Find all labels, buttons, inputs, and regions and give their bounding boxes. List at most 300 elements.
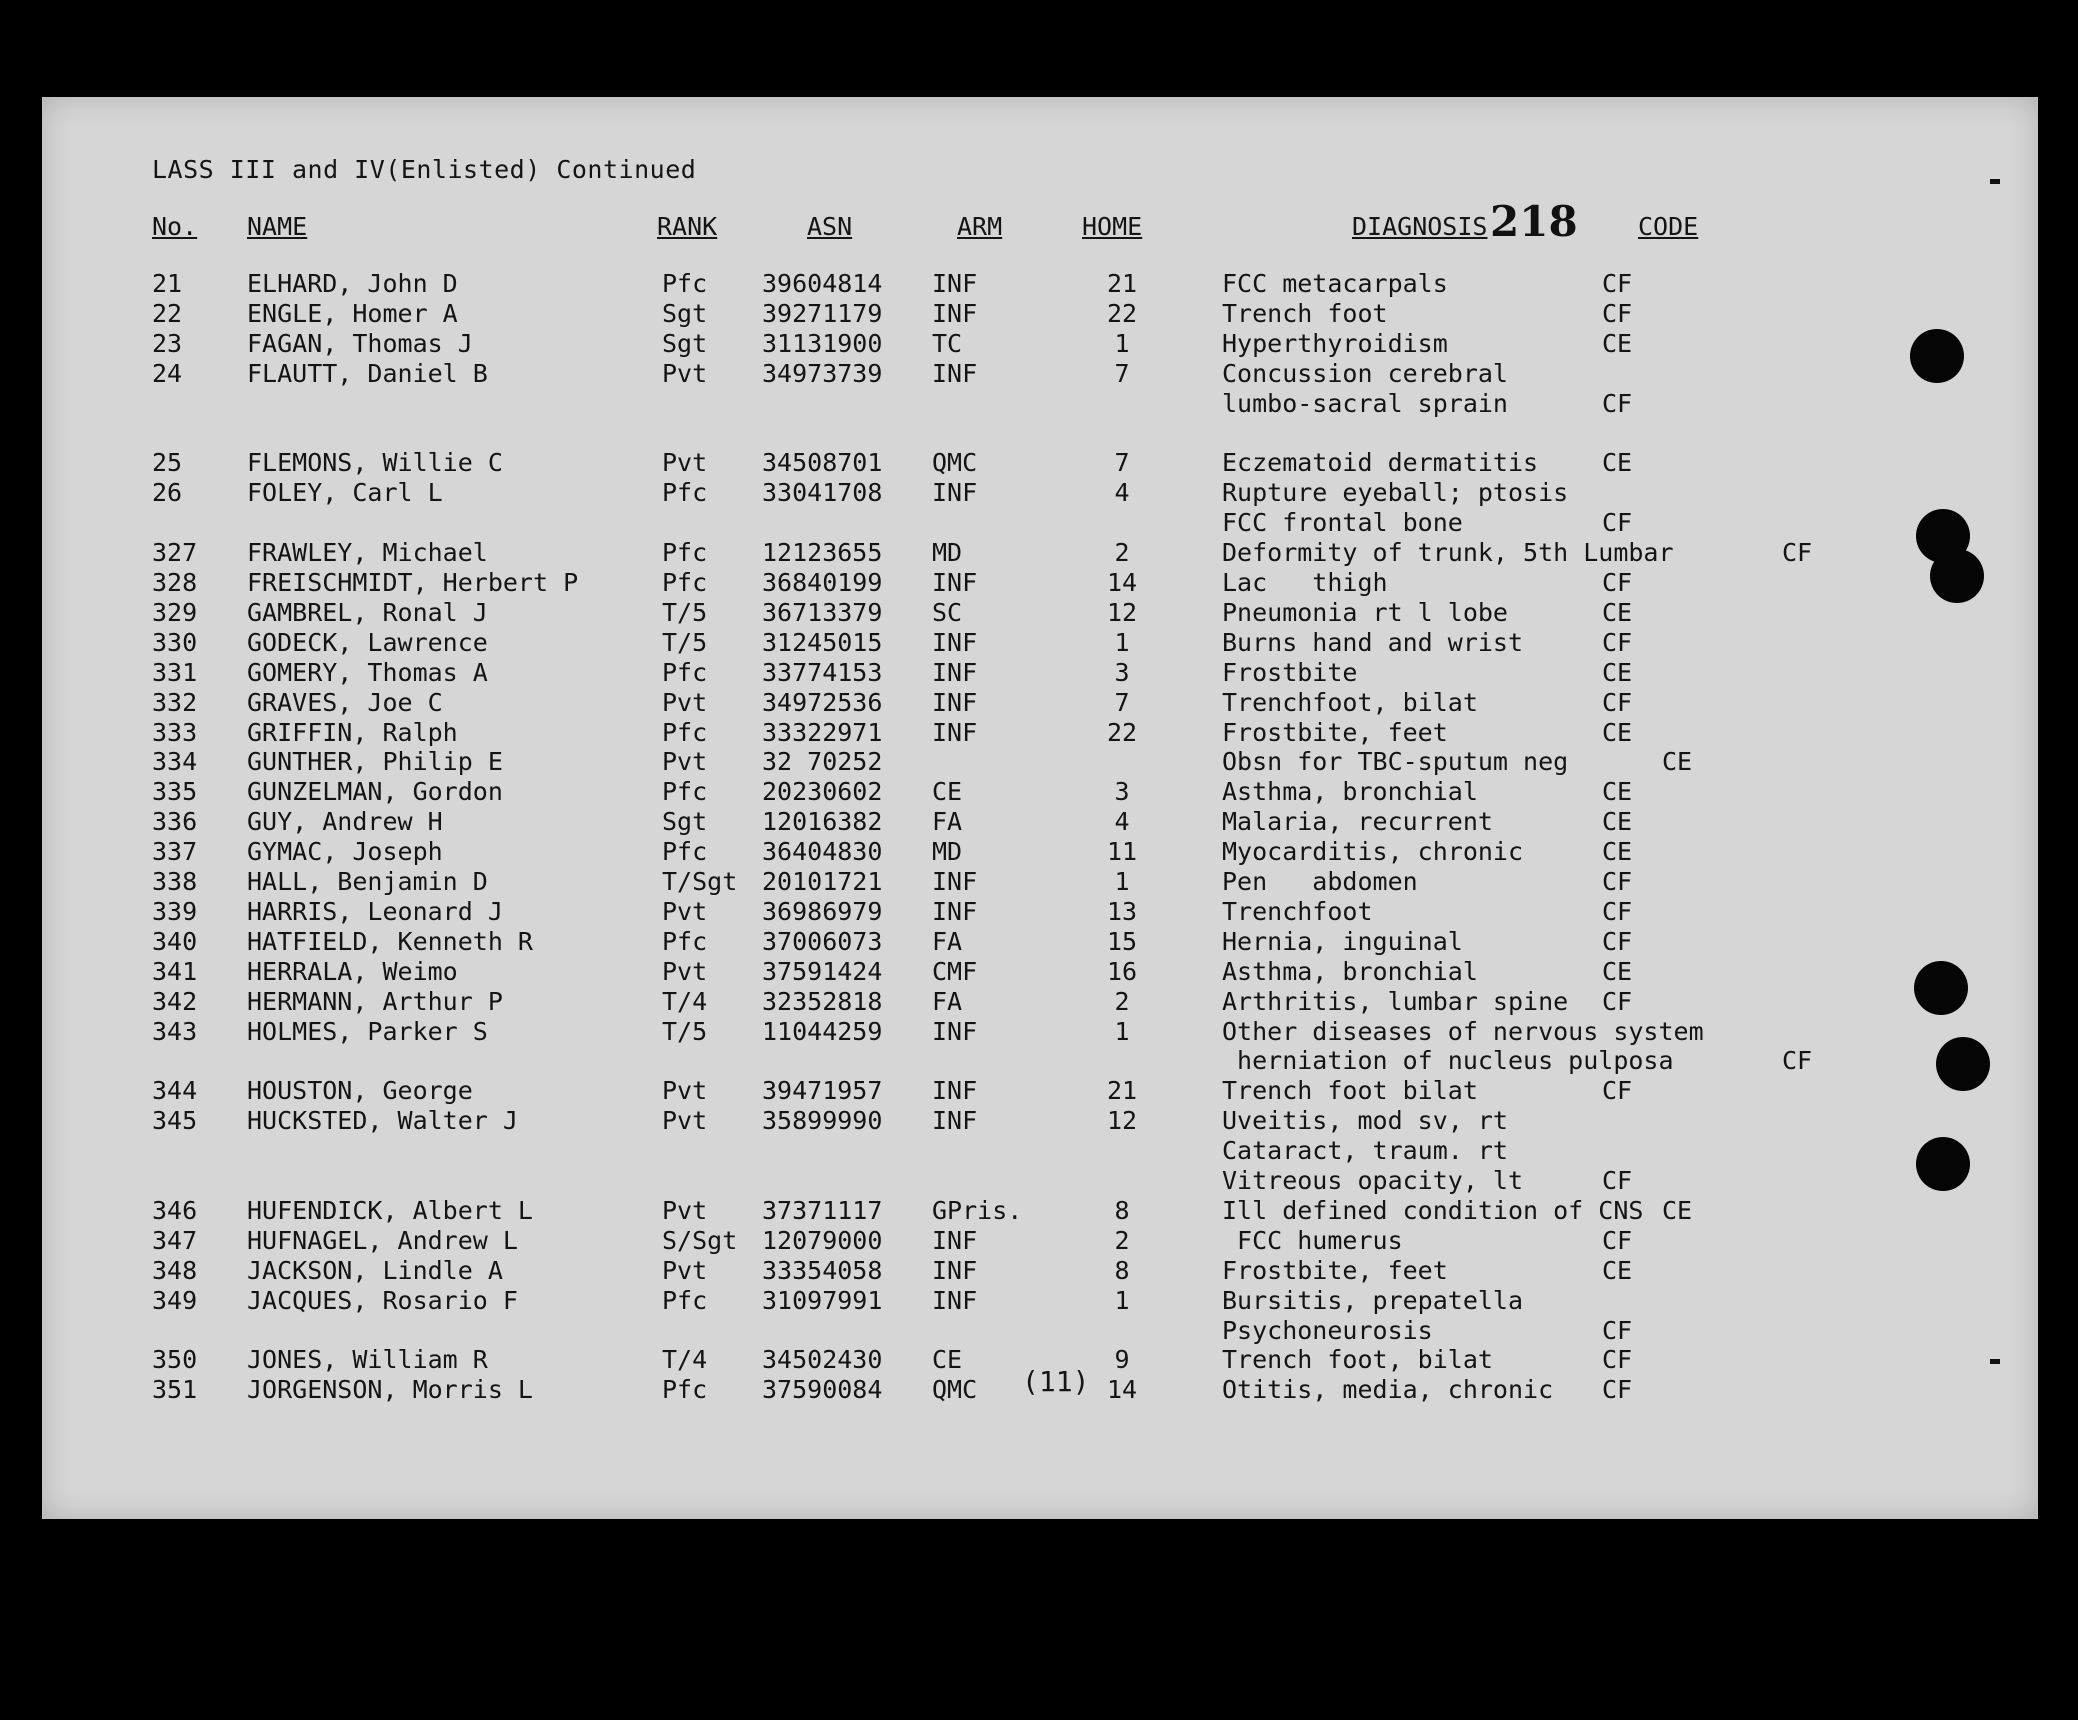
disposition-code-cell: CF bbox=[1602, 926, 1633, 956]
row-number-cell: 349 bbox=[152, 1285, 198, 1315]
home-code-cell: 1 bbox=[1114, 328, 1130, 358]
diagnosis-cell: Cataract, traum. rt bbox=[1222, 1136, 1508, 1166]
disposition-code-cell: CF bbox=[1602, 298, 1633, 328]
disposition-code-cell: CE bbox=[1602, 717, 1633, 747]
diagnosis-cell: Rupture eyeball; ptosis bbox=[1222, 478, 1569, 508]
disposition-code-cell: CF bbox=[1602, 1315, 1633, 1345]
diagnosis-cell: Otitis, media, chronic bbox=[1222, 1375, 1554, 1405]
soldier-name-cell: HOUSTON, George bbox=[247, 1076, 473, 1106]
disposition-code-cell: CF bbox=[1782, 1046, 1813, 1076]
soldier-name-cell: FREISCHMIDT, Herbert P bbox=[247, 568, 579, 597]
serial-number-cell: 37006073 bbox=[762, 926, 883, 956]
table-row bbox=[42, 299, 2038, 329]
diagnosis-cell: Ill defined condition of CNS bbox=[1222, 1195, 1644, 1225]
soldier-name-cell: HALL, Benjamin D bbox=[247, 867, 488, 896]
row-number-cell: 351 bbox=[152, 1375, 198, 1405]
home-code-cell: 3 bbox=[1114, 657, 1130, 687]
arm-of-service-cell: FA bbox=[932, 986, 963, 1016]
disposition-code-cell: CE bbox=[1662, 1195, 1693, 1225]
binder-hole bbox=[1936, 1037, 1990, 1091]
disposition-code-cell: CF bbox=[1602, 1166, 1633, 1195]
home-code-cell: 12 bbox=[1106, 1106, 1138, 1136]
table-row bbox=[42, 448, 2038, 478]
arm-of-service-cell: INF bbox=[932, 896, 978, 926]
serial-number-cell: 39471957 bbox=[762, 1076, 883, 1106]
disposition-code-cell: CF bbox=[1602, 687, 1633, 717]
row-number-cell: 334 bbox=[152, 747, 198, 777]
serial-number-cell: 34502430 bbox=[762, 1345, 883, 1375]
disposition-code-cell: CF bbox=[1602, 627, 1633, 657]
row-number-cell: 345 bbox=[152, 1106, 198, 1136]
rank-cell: Pfc bbox=[662, 777, 708, 807]
diagnosis-cell: Frostbite, feet bbox=[1222, 717, 1448, 747]
diagnosis-cell: Bursitis, prepatella bbox=[1222, 1285, 1524, 1315]
diagnosis-cell: Asthma, bronchial bbox=[1222, 956, 1478, 986]
soldier-name-cell: GRAVES, Joe C bbox=[247, 687, 443, 717]
row-number-cell: 343 bbox=[152, 1016, 198, 1046]
rank-cell: Pfc bbox=[662, 1375, 708, 1405]
home-code-cell: 1 bbox=[1114, 867, 1130, 896]
soldier-name-cell: HATFIELD, Kenneth R bbox=[247, 926, 533, 956]
disposition-code-cell: CF bbox=[1602, 269, 1633, 298]
table-row bbox=[42, 1286, 2038, 1316]
row-number-cell: 339 bbox=[152, 896, 198, 926]
arm-of-service-cell: CE bbox=[932, 1345, 963, 1375]
row-number-cell: 330 bbox=[152, 627, 198, 657]
rank-cell: Pfc bbox=[662, 538, 708, 568]
disposition-code-cell: CF bbox=[1602, 388, 1633, 418]
home-code-cell: 21 bbox=[1106, 269, 1138, 298]
arm-of-service-cell: INF bbox=[932, 1255, 978, 1285]
rank-cell: Pfc bbox=[662, 568, 708, 597]
serial-number-cell: 12079000 bbox=[762, 1225, 883, 1255]
arm-of-service-cell: QMC bbox=[932, 1375, 978, 1405]
soldier-name-cell: GAMBREL, Ronal J bbox=[247, 597, 488, 627]
arm-of-service-cell: TC bbox=[932, 328, 963, 358]
home-code-cell: 15 bbox=[1106, 926, 1138, 956]
home-code-cell: 8 bbox=[1114, 1255, 1130, 1285]
serial-number-cell: 12123655 bbox=[762, 538, 883, 568]
col-header-rank: RANK bbox=[657, 212, 718, 241]
serial-number-cell: 36840199 bbox=[762, 568, 883, 597]
diagnosis-cell: Myocarditis, chronic bbox=[1222, 837, 1524, 867]
soldier-name-cell: GYMAC, Joseph bbox=[247, 837, 443, 867]
home-code-cell: 14 bbox=[1106, 568, 1138, 597]
arm-of-service-cell: FA bbox=[932, 926, 963, 956]
home-code-cell: 1 bbox=[1114, 1016, 1130, 1046]
row-number-cell: 342 bbox=[152, 986, 198, 1016]
rank-cell: T/4 bbox=[662, 986, 708, 1016]
serial-number-cell: 39271179 bbox=[762, 298, 883, 328]
rank-cell: Pvt bbox=[662, 747, 708, 777]
binder-hole bbox=[1914, 961, 1968, 1015]
soldier-name-cell: JACKSON, Lindle A bbox=[247, 1255, 503, 1285]
table-row bbox=[42, 1226, 2038, 1256]
soldier-name-cell: FRAWLEY, Michael bbox=[247, 538, 488, 568]
serial-number-cell: 34973739 bbox=[762, 358, 883, 388]
col-header-diagnosis: DIAGNOSIS bbox=[1352, 212, 1488, 241]
serial-number-cell: 32352818 bbox=[762, 986, 883, 1016]
disposition-code-cell: CF bbox=[1602, 1345, 1633, 1375]
row-number-cell: 25 bbox=[152, 448, 183, 478]
arm-of-service-cell: INF bbox=[932, 1016, 978, 1046]
soldier-name-cell: FLEMONS, Willie C bbox=[247, 448, 503, 478]
arm-of-service-cell: INF bbox=[932, 1285, 978, 1315]
row-number-cell: 335 bbox=[152, 777, 198, 807]
table-row bbox=[42, 1046, 2038, 1076]
diagnosis-cell: Eczematoid dermatitis bbox=[1222, 448, 1539, 478]
disposition-code-cell: CE bbox=[1602, 956, 1633, 986]
serial-number-cell: 20101721 bbox=[762, 867, 883, 896]
home-code-cell: 1 bbox=[1114, 627, 1130, 657]
serial-number-cell: 33354058 bbox=[762, 1255, 883, 1285]
table-row bbox=[42, 807, 2038, 837]
arm-of-service-cell: MD bbox=[932, 837, 963, 867]
disposition-code-cell: CE bbox=[1602, 657, 1633, 687]
soldier-name-cell: HARRIS, Leonard J bbox=[247, 896, 503, 926]
row-number-cell: 327 bbox=[152, 538, 198, 568]
diagnosis-cell: Trenchfoot, bilat bbox=[1222, 687, 1478, 717]
rank-cell: Pfc bbox=[662, 269, 708, 298]
home-code-cell: 3 bbox=[1114, 777, 1130, 807]
document-page bbox=[42, 97, 2038, 1519]
soldier-name-cell: FOLEY, Carl L bbox=[247, 478, 443, 508]
home-code-cell: 13 bbox=[1106, 896, 1138, 926]
rank-cell: Pvt bbox=[662, 358, 708, 388]
serial-number-cell: 34508701 bbox=[762, 448, 883, 478]
binder-hole bbox=[1910, 329, 1964, 383]
serial-number-cell: 39604814 bbox=[762, 269, 883, 298]
soldier-name-cell: GRIFFIN, Ralph bbox=[247, 717, 458, 747]
arm-of-service-cell: INF bbox=[932, 269, 978, 298]
arm-of-service-cell: INF bbox=[932, 358, 978, 388]
rank-cell: Pfc bbox=[662, 478, 708, 508]
page-title: LASS III and IV(Enlisted) Continued bbox=[152, 155, 697, 184]
table-row bbox=[42, 957, 2038, 987]
arm-of-service-cell: MD bbox=[932, 538, 963, 568]
soldier-name-cell: HUCKSTED, Walter J bbox=[247, 1106, 518, 1136]
serial-number-cell: 37590084 bbox=[762, 1375, 883, 1405]
rank-cell: Pvt bbox=[662, 1106, 708, 1136]
home-code-cell: 2 bbox=[1114, 538, 1130, 568]
margin-mark bbox=[1990, 1359, 2000, 1364]
row-number-cell: 329 bbox=[152, 597, 198, 627]
row-number-cell: 333 bbox=[152, 717, 198, 747]
arm-of-service-cell: INF bbox=[932, 657, 978, 687]
table-row bbox=[42, 1316, 2038, 1346]
home-code-cell: 14 bbox=[1106, 1375, 1138, 1405]
diagnosis-cell: Pneumonia rt l lobe bbox=[1222, 597, 1508, 627]
row-number-cell: 328 bbox=[152, 568, 198, 597]
diagnosis-cell: Trench foot bbox=[1222, 298, 1388, 328]
diagnosis-cell: FCC metacarpals bbox=[1222, 269, 1448, 298]
table-row bbox=[42, 658, 2038, 688]
diagnosis-cell: Asthma, bronchial bbox=[1222, 777, 1478, 807]
row-number-cell: 26 bbox=[152, 478, 183, 508]
table-row bbox=[42, 688, 2038, 718]
soldier-name-cell: HUFNAGEL, Andrew L bbox=[247, 1225, 518, 1255]
serial-number-cell: 20230602 bbox=[762, 777, 883, 807]
diagnosis-cell: Psychoneurosis bbox=[1222, 1315, 1433, 1345]
disposition-code-cell: CE bbox=[1602, 448, 1633, 478]
disposition-code-cell: CE bbox=[1602, 1255, 1633, 1285]
disposition-code-cell: CF bbox=[1602, 867, 1633, 896]
table-row bbox=[42, 897, 2038, 927]
col-header-asn: ASN bbox=[807, 212, 853, 241]
binder-hole bbox=[1916, 1137, 1970, 1191]
row-number-cell: 348 bbox=[152, 1255, 198, 1285]
diagnosis-cell: Hyperthyroidism bbox=[1222, 328, 1448, 358]
row-number-cell: 340 bbox=[152, 926, 198, 956]
arm-of-service-cell: INF bbox=[932, 478, 978, 508]
table-row bbox=[42, 837, 2038, 867]
rank-cell: Pvt bbox=[662, 448, 708, 478]
table-row bbox=[42, 1166, 2038, 1196]
table-row bbox=[42, 628, 2038, 658]
home-code-cell: 9 bbox=[1114, 1345, 1130, 1375]
diagnosis-cell: Other diseases of nervous system bbox=[1222, 1016, 1704, 1046]
rank-cell: Pvt bbox=[662, 956, 708, 986]
row-number-cell: 337 bbox=[152, 837, 198, 867]
serial-number-cell: 36713379 bbox=[762, 597, 883, 627]
home-code-cell: 1 bbox=[1114, 1285, 1130, 1315]
rank-cell: Pfc bbox=[662, 657, 708, 687]
serial-number-cell: 36404830 bbox=[762, 837, 883, 867]
col-header-name: NAME bbox=[247, 212, 308, 241]
table-row bbox=[42, 1136, 2038, 1166]
table-row bbox=[42, 1106, 2038, 1136]
soldier-name-cell: GUNTHER, Philip E bbox=[247, 747, 503, 777]
row-number-cell: 336 bbox=[152, 807, 198, 837]
disposition-code-cell: CF bbox=[1602, 508, 1633, 538]
arm-of-service-cell: QMC bbox=[932, 448, 978, 478]
disposition-code-cell: CE bbox=[1602, 807, 1633, 837]
disposition-code-cell: CF bbox=[1602, 896, 1633, 926]
rank-cell: Pvt bbox=[662, 1195, 708, 1225]
diagnosis-cell: Frostbite, feet bbox=[1222, 1255, 1448, 1285]
disposition-code-cell: CE bbox=[1602, 837, 1633, 867]
row-number-cell: 23 bbox=[152, 328, 183, 358]
table-row bbox=[42, 598, 2038, 628]
home-code-cell: 4 bbox=[1114, 807, 1130, 837]
home-code-cell: 16 bbox=[1106, 956, 1138, 986]
rank-cell: Pfc bbox=[662, 1285, 708, 1315]
arm-of-service-cell: CMF bbox=[932, 956, 978, 986]
soldier-name-cell: GODECK, Lawrence bbox=[247, 627, 488, 657]
rank-cell: Pvt bbox=[662, 896, 708, 926]
diagnosis-cell: Burns hand and wrist bbox=[1222, 627, 1524, 657]
serial-number-cell: 37371117 bbox=[762, 1195, 883, 1225]
arm-of-service-cell: INF bbox=[932, 1225, 978, 1255]
arm-of-service-cell: INF bbox=[932, 568, 978, 597]
diagnosis-cell: Obsn for TBC-sputum neg bbox=[1222, 747, 1569, 777]
home-code-cell: 8 bbox=[1114, 1195, 1130, 1225]
serial-number-cell: 12016382 bbox=[762, 807, 883, 837]
serial-number-cell: 34972536 bbox=[762, 687, 883, 717]
rank-cell: T/Sgt bbox=[662, 867, 738, 896]
soldier-name-cell: HUFENDICK, Albert L bbox=[247, 1195, 533, 1225]
soldier-name-cell: GOMERY, Thomas A bbox=[247, 657, 488, 687]
diagnosis-cell: Trenchfoot bbox=[1222, 896, 1373, 926]
soldier-name-cell: GUNZELMAN, Gordon bbox=[247, 777, 503, 807]
row-number-cell: 347 bbox=[152, 1225, 198, 1255]
disposition-code-cell: CF bbox=[1602, 1225, 1633, 1255]
diagnosis-cell: Hernia, inguinal bbox=[1222, 926, 1463, 956]
rank-cell: Pvt bbox=[662, 1076, 708, 1106]
arm-of-service-cell: FA bbox=[932, 807, 963, 837]
arm-of-service-cell: SC bbox=[932, 597, 963, 627]
diagnosis-cell: Uveitis, mod sv, rt bbox=[1222, 1106, 1508, 1136]
soldier-name-cell: HOLMES, Parker S bbox=[247, 1016, 488, 1046]
serial-number-cell: 36986979 bbox=[762, 896, 883, 926]
rank-cell: Pfc bbox=[662, 837, 708, 867]
row-number-cell: 22 bbox=[152, 298, 183, 328]
diagnosis-cell: Arthritis, lumbar spine bbox=[1222, 986, 1569, 1016]
binder-hole bbox=[1930, 549, 1984, 603]
diagnosis-cell: herniation of nucleus pulposa bbox=[1222, 1046, 1674, 1076]
arm-of-service-cell: GPris. bbox=[932, 1195, 1023, 1225]
disposition-code-cell: CF bbox=[1602, 1076, 1633, 1106]
disposition-code-cell: CE bbox=[1602, 597, 1633, 627]
home-code-cell: 7 bbox=[1114, 358, 1130, 388]
table-row bbox=[42, 1076, 2038, 1106]
table-row bbox=[42, 747, 2038, 777]
page-number: (11) bbox=[1022, 1365, 1090, 1398]
rank-cell: Sgt bbox=[662, 807, 708, 837]
diagnosis-cell: Concussion cerebral bbox=[1222, 358, 1508, 388]
table-row bbox=[42, 478, 2038, 508]
disposition-code-cell: CF bbox=[1602, 568, 1633, 597]
rank-cell: T/5 bbox=[662, 627, 708, 657]
rank-cell: T/4 bbox=[662, 1345, 708, 1375]
rank-cell: S/Sgt bbox=[662, 1225, 738, 1255]
row-number-cell: 21 bbox=[152, 269, 183, 298]
serial-number-cell: 37591424 bbox=[762, 956, 883, 986]
table-row bbox=[42, 1256, 2038, 1286]
diagnosis-cell: Vitreous opacity, lt bbox=[1222, 1166, 1524, 1195]
table-row bbox=[42, 1017, 2038, 1047]
disposition-code-cell: CE bbox=[1662, 747, 1693, 777]
col-header-code: CODE bbox=[1638, 212, 1699, 241]
page-stamp-number: 218 bbox=[1490, 197, 1578, 246]
home-code-cell: 11 bbox=[1106, 837, 1138, 867]
diagnosis-cell: Malaria, recurrent bbox=[1222, 807, 1493, 837]
col-header-home: HOME bbox=[1082, 212, 1143, 241]
diagnosis-cell: Deformity of trunk, 5th Lumbar bbox=[1222, 538, 1674, 568]
table-row bbox=[42, 867, 2038, 897]
home-code-cell: 7 bbox=[1114, 448, 1130, 478]
soldier-name-cell: JONES, William R bbox=[247, 1345, 488, 1375]
diagnosis-cell: Frostbite bbox=[1222, 657, 1358, 687]
soldier-name-cell: GUY, Andrew H bbox=[247, 807, 443, 837]
col-header-arm: ARM bbox=[957, 212, 1003, 241]
serial-number-cell: 32 70252 bbox=[762, 747, 883, 777]
soldier-name-cell: JORGENSON, Morris L bbox=[247, 1375, 533, 1405]
serial-number-cell: 33774153 bbox=[762, 657, 883, 687]
disposition-code-cell: CF bbox=[1602, 1375, 1633, 1405]
rank-cell: Pvt bbox=[662, 1255, 708, 1285]
serial-number-cell: 31245015 bbox=[762, 627, 883, 657]
serial-number-cell: 31131900 bbox=[762, 328, 883, 358]
col-header-no: No. bbox=[152, 212, 198, 241]
serial-number-cell: 33322971 bbox=[762, 717, 883, 747]
home-code-cell: 2 bbox=[1114, 986, 1130, 1016]
row-number-cell: 332 bbox=[152, 687, 198, 717]
arm-of-service-cell: INF bbox=[932, 867, 978, 896]
row-number-cell: 338 bbox=[152, 867, 198, 896]
disposition-code-cell: CF bbox=[1602, 986, 1633, 1016]
soldier-name-cell: FLAUTT, Daniel B bbox=[247, 358, 488, 388]
home-code-cell: 22 bbox=[1106, 298, 1138, 328]
arm-of-service-cell: INF bbox=[932, 1076, 978, 1106]
rank-cell: T/5 bbox=[662, 1016, 708, 1046]
disposition-code-cell: CE bbox=[1602, 328, 1633, 358]
diagnosis-cell: Pen abdomen bbox=[1222, 867, 1418, 896]
disposition-code-cell: CE bbox=[1602, 777, 1633, 807]
rank-cell: Sgt bbox=[662, 298, 708, 328]
serial-number-cell: 31097991 bbox=[762, 1285, 883, 1315]
table-row bbox=[42, 568, 2038, 598]
row-number-cell: 24 bbox=[152, 358, 183, 388]
serial-number-cell: 35899990 bbox=[762, 1106, 883, 1136]
margin-mark bbox=[1990, 179, 2000, 184]
serial-number-cell: 33041708 bbox=[762, 478, 883, 508]
arm-of-service-cell: INF bbox=[932, 627, 978, 657]
arm-of-service-cell: INF bbox=[932, 687, 978, 717]
rank-cell: Sgt bbox=[662, 328, 708, 358]
diagnosis-cell: lumbo-sacral sprain bbox=[1222, 388, 1508, 418]
row-number-cell: 331 bbox=[152, 657, 198, 687]
soldier-name-cell: ENGLE, Homer A bbox=[247, 298, 458, 328]
home-code-cell: 2 bbox=[1114, 1225, 1130, 1255]
home-code-cell: 7 bbox=[1114, 687, 1130, 717]
table-row bbox=[42, 777, 2038, 807]
rank-cell: T/5 bbox=[662, 597, 708, 627]
table-row bbox=[42, 987, 2038, 1017]
home-code-cell: 4 bbox=[1114, 478, 1130, 508]
home-code-cell: 22 bbox=[1106, 717, 1138, 747]
table-row bbox=[42, 538, 2038, 568]
soldier-name-cell: JACQUES, Rosario F bbox=[247, 1285, 518, 1315]
row-number-cell: 344 bbox=[152, 1076, 198, 1106]
diagnosis-cell: Trench foot bilat bbox=[1222, 1076, 1478, 1106]
rank-cell: Pfc bbox=[662, 717, 708, 747]
row-number-cell: 346 bbox=[152, 1195, 198, 1225]
row-number-cell: 341 bbox=[152, 956, 198, 986]
soldier-name-cell: HERRALA, Weimo bbox=[247, 956, 458, 986]
home-code-cell: 21 bbox=[1106, 1076, 1138, 1106]
serial-number-cell: 11044259 bbox=[762, 1016, 883, 1046]
arm-of-service-cell: INF bbox=[932, 1106, 978, 1136]
table-row bbox=[42, 359, 2038, 389]
arm-of-service-cell: INF bbox=[932, 298, 978, 328]
table-row bbox=[42, 718, 2038, 748]
row-number-cell: 350 bbox=[152, 1345, 198, 1375]
arm-of-service-cell: CE bbox=[932, 777, 963, 807]
table-row bbox=[42, 269, 2038, 299]
table-row bbox=[42, 508, 2038, 538]
diagnosis-cell: Trench foot, bilat bbox=[1222, 1345, 1493, 1375]
home-code-cell: 12 bbox=[1106, 597, 1138, 627]
soldier-name-cell: FAGAN, Thomas J bbox=[247, 328, 473, 358]
table-row bbox=[42, 927, 2038, 957]
rank-cell: Pvt bbox=[662, 687, 708, 717]
disposition-code-cell: CF bbox=[1782, 538, 1813, 568]
diagnosis-cell: FCC frontal bone bbox=[1222, 508, 1463, 538]
table-row bbox=[42, 389, 2038, 419]
rank-cell: Pfc bbox=[662, 926, 708, 956]
arm-of-service-cell: INF bbox=[932, 717, 978, 747]
